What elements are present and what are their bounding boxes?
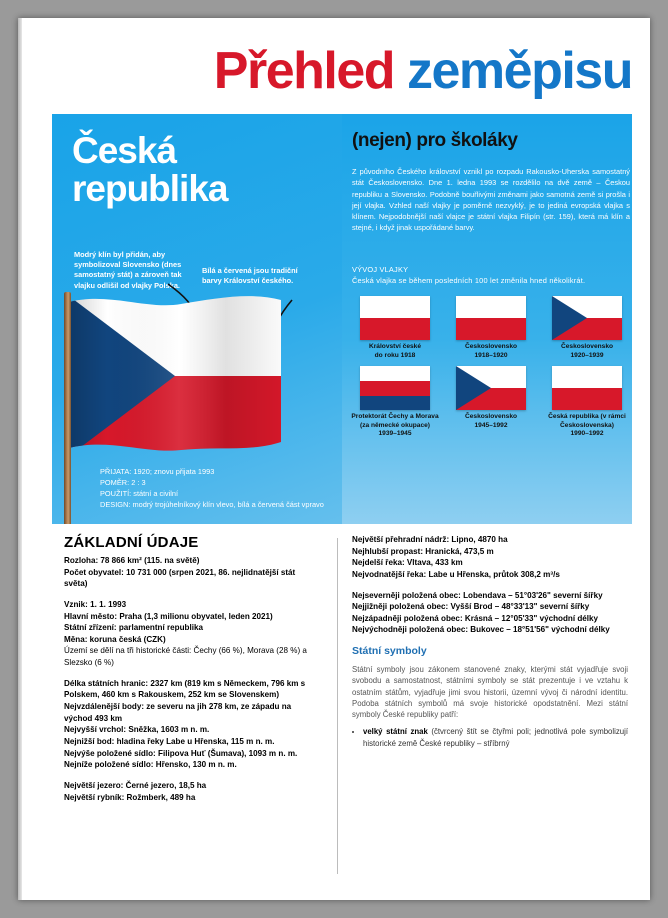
flag-history-caption <box>350 413 440 439</box>
flag-history-caption <box>465 413 517 430</box>
flag-history-item <box>350 296 440 360</box>
symbol-term: velký státní znak <box>363 727 428 737</box>
column-divider <box>337 538 338 874</box>
flag-czechoslovakia-1945-icon <box>456 366 526 410</box>
flag-evolution-heading: VÝVOJ VLAJKY <box>352 265 409 274</box>
flag-kingdom-bohemia-icon <box>360 296 430 340</box>
data-line: Nejvodnatější řeka: Labe u Hřenska, průtok 308,2 m³/s <box>352 569 560 579</box>
flag-history-period: 1918–1920 <box>474 351 508 359</box>
water-bodies-block <box>64 780 319 803</box>
flag-history-item <box>350 366 440 439</box>
data-line: Největší rybník: Rožmberk, 489 ha <box>64 792 196 802</box>
basic-data-heading: ZÁKLADNÍ ÚDAJE <box>64 534 199 551</box>
data-line: Nejnižší bod: hladina řeky Labe u Hřenska, 115 m n. m. <box>64 736 275 746</box>
flag-history-period: 1939–1945 <box>378 430 412 438</box>
data-line: Nejníže položené sídlo: Hřensko, 130 m n. m. <box>64 760 237 770</box>
data-line: Vznik: 1. 1. 1993 <box>64 599 127 609</box>
basic-data-block <box>64 555 319 590</box>
country-title: Česká republika <box>72 130 228 209</box>
flag-history-item <box>446 366 536 439</box>
flag-history-caption <box>561 343 613 360</box>
flag-spec-line: PŘIJATA: 1920; znovu přijata 1993 <box>100 467 215 476</box>
flag-spec-line: POMĚR: 2 : 3 <box>100 478 146 488</box>
flag-history-item <box>446 296 536 360</box>
data-line: Nejhlubší propast: Hranická, 473,5 m <box>352 546 494 556</box>
flagpole <box>64 292 71 524</box>
data-line: Státní zřízení: parlamentní republika <box>64 623 203 633</box>
list-item <box>363 726 628 749</box>
extreme-points-block <box>352 590 628 637</box>
flag-history-period: 1990–1992 <box>570 430 604 438</box>
state-symbols-list <box>352 726 628 749</box>
masthead-word-zemepisu: zeměpisu <box>407 42 632 100</box>
right-column <box>352 534 628 749</box>
data-line: Délka státních hranic: 2327 km (819 km s Německem, 796 km s Polskem, 460 km s Rakouskem, 252 km se Slovenskem) <box>64 678 306 700</box>
flag-annotation-left: Modrý klín byl přidán, aby symbolizoval Slovensko (dnes samostatný stát) a zároveň tak vlajku odlišil od vlajky Polska. <box>74 250 182 290</box>
flag-evolution-text: Česká vlajka se během posledních 100 let změnila hned několikrát. <box>352 276 586 286</box>
flag-history-name: Československo <box>464 343 518 350</box>
data-line: Nejvyšší vrchol: Sněžka, 1603 m n. m. <box>64 725 210 735</box>
flag-spec-line: POUŽITÍ: státní a civilní <box>100 489 179 499</box>
czech-flag-illustration <box>69 296 281 456</box>
data-line: Nejvzdálenější body: ze severu na jih 278 km, ze západu na východ 493 km <box>64 702 292 723</box>
flag-history-caption <box>542 413 632 439</box>
masthead-word-prehled: Přehled <box>213 42 395 100</box>
data-line: Nejvýchodněji položená obec: Bukovec – 18°51'56" východní délky <box>352 625 610 635</box>
data-line: Hlavní město: Praha (1,3 milionu obyvatel, leden 2021) <box>64 611 273 621</box>
flag-czechoslovakia-1920-icon <box>552 296 622 340</box>
data-line: Nejzápadněji položená obec: Krásná – 12°05'33" východní délky <box>352 613 599 623</box>
flag-history-period: 1920–1939 <box>570 351 604 359</box>
data-line: Největší přehradní nádrž: Lipno, 4870 ha <box>352 535 508 544</box>
state-symbols-paragraph: Státní symboly jsou zákonem stanovené znaky, kterými stát vyjadřuje svoji svobodu a samostatnost, státními symboly se stát prezentuje i ve vztahu k ostatním státům, vyjadřuje jimi svou historii, územní vývoj či národní identitu. Podoba státních symbolů má svoje historické opodstatnění. Mezi státní symboly České republiky patří: <box>352 665 628 719</box>
flag-history-period: 1945–1992 <box>474 421 508 429</box>
flag-spec-line: DESIGN: modrý trojúhelníkový klín vlevo, bílá a červená část vpravo <box>100 500 324 510</box>
hero-intro-paragraph: Z původního Českého království vznikl po rozpadu Rakousko-Uherska samostatný stát Československo. Dne 1. ledna 1993 se rozdělilo na dvě země – Českou republiku a Slovensko. Podobně bouřlivými změnami jako samotná země si prošla i její vlajka. Vzhled naší vlajky je poměrně nezvyklý, je to jediná evropská vlajka s klínem. Nejpodobnější naší vlajce je státní vlajka Filipín (str. 159), která má klín a stejné, i když jinak uspořádané barvy. <box>352 167 630 233</box>
left-column <box>64 534 319 812</box>
flag-history-name: Československo <box>464 413 518 421</box>
flag-czech-republic-1990-icon <box>552 366 622 410</box>
data-line: Území se dělí na tři historické části: Čechy (66 %), Morava (28 %) a Slezsko (6 %) <box>64 646 307 668</box>
flag-czechoslovakia-1918-icon <box>456 296 526 340</box>
data-line: Měna: koruna česká (CZK) <box>64 634 166 644</box>
flag-history-caption <box>465 343 517 360</box>
flag-history-name: Království české <box>368 343 422 350</box>
hero-subtitle: (nejen) pro školáky <box>352 130 518 151</box>
state-info-block <box>64 599 319 669</box>
data-line: Počet obyvatel: 10 731 000 (srpen 2021, 86. nejlidnatější stát světa) <box>64 567 296 589</box>
content-columns <box>52 534 632 890</box>
data-line: Nejdelší řeka: Vltava, 433 km <box>352 558 463 568</box>
symbol-description: (čtvrcený štít se čtyřmi poli; jednotlivá pole symbolizují historické země České republiky – stříbrný <box>363 727 628 748</box>
page-masthead <box>52 40 632 102</box>
state-symbols-heading: Státní symboly <box>352 645 427 658</box>
flag-history-item <box>542 366 632 439</box>
flag-annotation-right: Bílá a červená jsou tradiční barvy Království českého. <box>202 266 298 286</box>
data-line: Rozloha: 78 866 km² (115. na světě) <box>64 556 200 565</box>
flag-history-name: Československo <box>560 343 614 350</box>
data-line: Nejjižněji položená obec: Vyšší Brod – 48°33'13" severní šířky <box>352 602 590 612</box>
data-line: Největší jezero: Černé jezero, 18,5 ha <box>64 780 207 790</box>
hero-left-panel <box>52 114 342 524</box>
data-line: Nejvýše položené sídlo: Filipova Huť (Šumava), 1093 m n. m. <box>64 748 298 758</box>
borders-and-extremes-block <box>64 678 319 771</box>
flag-specifications <box>100 466 330 510</box>
flag-history-period: do roku 1918 <box>374 351 416 359</box>
flag-history-name: Česká republika (v rámci Československa) <box>548 413 626 429</box>
hero-band <box>52 114 632 524</box>
flag-evolution-block <box>352 264 630 286</box>
document-page <box>18 18 650 900</box>
flag-history-caption <box>369 343 421 360</box>
flag-history-grid <box>350 296 632 439</box>
flag-history-name: Protektorát Čechy a Morava (za německé okupace) <box>351 413 439 429</box>
data-line: Nejseverněji položená obec: Lobendava – 51°03'26" severní šířky <box>352 590 603 600</box>
hero-right-panel <box>342 114 632 524</box>
flag-history-item <box>542 296 632 360</box>
flag-protectorate-icon <box>360 366 430 410</box>
rivers-block <box>352 534 628 581</box>
